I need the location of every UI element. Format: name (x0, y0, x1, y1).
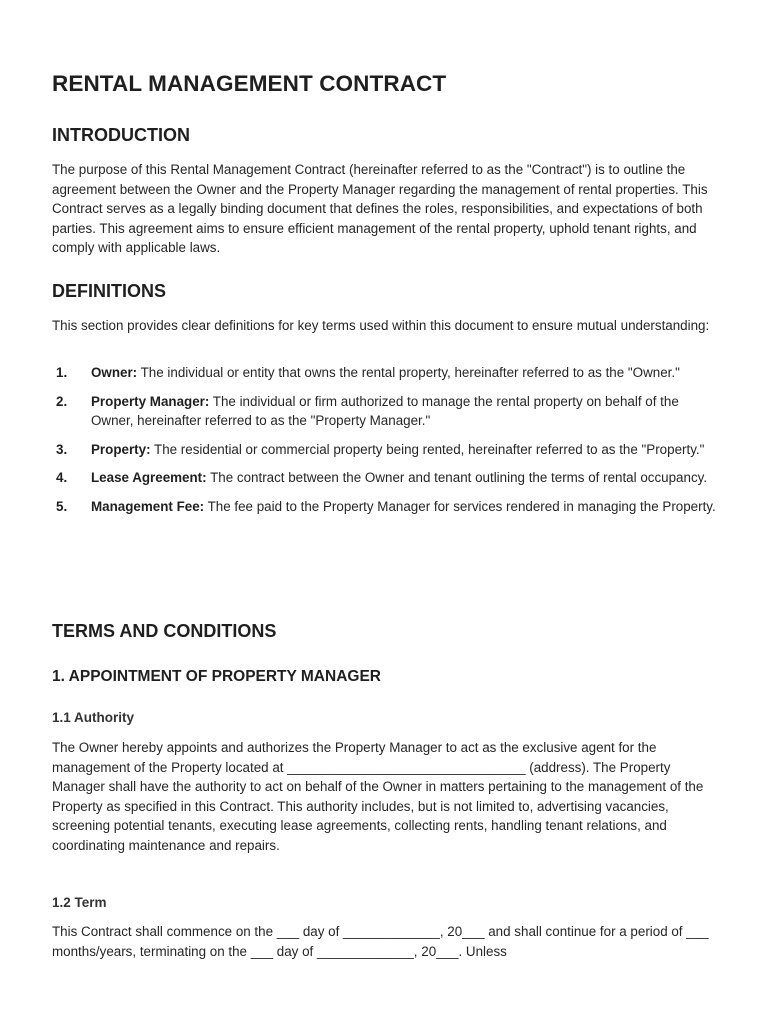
definition-term: Lease Agreement: (91, 470, 207, 486)
definition-text: The contract between the Owner and tenant outlining the terms of rental occupancy. (206, 470, 708, 486)
definition-number: 2. (56, 393, 68, 409)
definition-text: The residential or commercial property being rented, hereinafter referred to as the "Property." (150, 441, 705, 457)
definition-number: 3. (56, 441, 68, 457)
definition-item-owner (52, 363, 720, 383)
definition-number: 5. (56, 498, 68, 514)
term-heading: 1.2 Term (52, 895, 107, 910)
definition-item-lease-agreement (52, 468, 720, 488)
definition-number: 1. (56, 365, 68, 380)
definition-text: The individual or firm authorized to manage the rental property on behalf of the Owner, hereinafter referred to as the "Property Manager." (91, 393, 679, 429)
definitions-list (52, 363, 720, 526)
authority-text: The Owner hereby appoints and authorizes the Property Manager to act as the exclusive agent for the management of the Property located at ________________________________ (address). The Property Manager shall have the authority to act on behalf of the Owner in matters pertaining to the management of the Property as specified in this Contract. This authority includes, but is not limited to, advertising vacancies, screening potential tenants, executing lease agreements, collecting rents, handling tenant relations, and coordinating maintenance and repairs. (52, 740, 704, 853)
definition-item-management-fee (52, 497, 720, 517)
term-text: This Contract shall commence on the ___ day of _____________, 20___ and shall continue for a period of ___ months/years, terminating on the ___ day of _____________, 20___. Unless (52, 924, 709, 959)
introduction-heading: INTRODUCTION (52, 125, 190, 145)
definition-text: The individual or entity that owns the rental property, hereinafter referred to as the "Owner." (137, 365, 680, 380)
definition-number: 4. (56, 470, 68, 486)
definitions-intro: This section provides clear definitions for key terms used within this document to ensure mutual understanding: (52, 318, 710, 333)
definition-term: Property Manager: (91, 393, 210, 409)
definition-term: Management Fee: (91, 498, 205, 514)
definition-text: The fee paid to the Property Manager for services rendered in managing the Property. (204, 498, 716, 514)
definition-item-property-manager (52, 392, 720, 431)
introduction-text: The purpose of this Rental Management Contract (hereinafter referred to as the "Contract") is to outline the agreement between the Owner and the Property Manager regarding the management of rental properties. This Contract serves as a legally binding document that defines the roles, responsibilities, and expectations of both parties. This agreement aims to ensure efficient management of the rental property, uphold tenant rights, and comply with applicable laws. (52, 162, 708, 256)
definition-term: Property: (91, 441, 151, 457)
section-1-heading: 1. APPOINTMENT OF PROPERTY MANAGER (52, 668, 381, 685)
authority-heading: 1.1 Authority (52, 710, 135, 725)
definition-term: Owner: (91, 365, 138, 380)
definitions-heading: DEFINITIONS (52, 281, 167, 301)
definition-item-property (52, 440, 720, 460)
terms-heading: TERMS AND CONDITIONS (52, 621, 277, 641)
document-title: RENTAL MANAGEMENT CONTRACT (52, 71, 447, 96)
